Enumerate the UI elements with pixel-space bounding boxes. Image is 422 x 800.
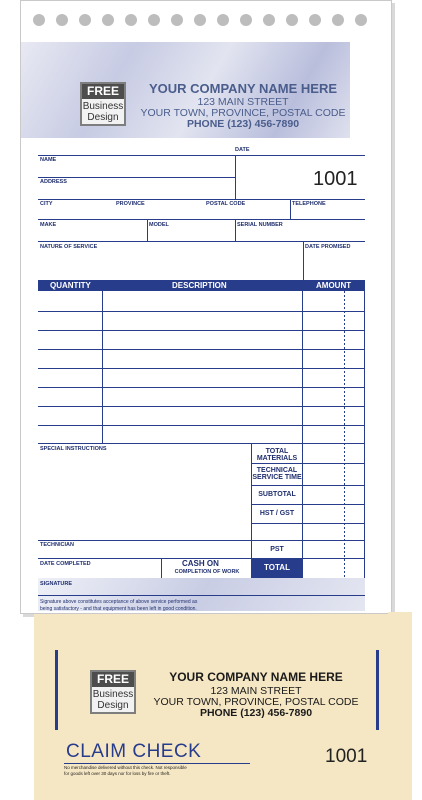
make-label: MAKE	[40, 222, 57, 228]
binding-hole	[79, 14, 91, 26]
disclaimer-line-1: Signature above constitutes acceptance of above service performed as	[40, 599, 198, 605]
form-number: 1001	[313, 168, 358, 190]
description-header: DESCRIPTION	[172, 281, 227, 290]
pst-label: PST	[270, 546, 284, 553]
rule	[38, 219, 365, 220]
table-row-rule	[38, 349, 365, 350]
binding-hole	[309, 14, 321, 26]
rule	[364, 280, 365, 578]
binding-hole	[171, 14, 183, 26]
subtotal-label: SUBTOTAL	[258, 491, 296, 498]
binding-hole	[33, 14, 45, 26]
table-row-rule	[38, 443, 365, 444]
logo-line-2: Design	[97, 700, 129, 711]
binding-hole	[148, 14, 160, 26]
table-row-rule	[38, 387, 365, 388]
amount-header: AMOUNT	[316, 281, 352, 290]
binding-hole	[263, 14, 275, 26]
stub-company-logo	[90, 670, 136, 714]
total-materials-label: TOTAL MATERIALS	[256, 448, 298, 462]
technical-service-time-label: TECHNICAL SERVICE TIME	[252, 467, 302, 481]
logo-free-label: FREE	[82, 84, 124, 99]
address-label: ADDRESS	[40, 179, 67, 185]
table-row-rule	[38, 330, 365, 331]
hst-gst-label: HST / GST	[259, 510, 295, 517]
binding-hole	[240, 14, 252, 26]
rule	[64, 763, 250, 764]
name-label: NAME	[40, 157, 57, 163]
cents-divider	[344, 291, 345, 578]
date-label: DATE	[235, 147, 250, 153]
stub-company-phone: PHONE (123) 456-7890	[199, 707, 313, 719]
binding-hole	[286, 14, 298, 26]
rule	[251, 485, 365, 486]
rule	[251, 504, 365, 505]
stub-fine-line-2: for goods left over 30 days nor for loss by fire or theft.	[64, 771, 171, 776]
binding-hole	[56, 14, 68, 26]
rule	[38, 199, 365, 200]
binding-holes	[21, 1, 391, 41]
technician-label: TECHNICIAN	[40, 542, 74, 548]
rule	[38, 177, 235, 178]
stub-bar-left	[55, 650, 58, 730]
rule	[290, 199, 291, 219]
completion-of-work-label: COMPLETION OF WORK	[174, 569, 240, 575]
logo-line-1: Business	[82, 101, 124, 112]
rule	[302, 291, 303, 578]
quantity-header: QUANTITY	[50, 281, 91, 290]
serial-number-label: SERIAL NUMBER	[237, 222, 283, 228]
binding-hole	[217, 14, 229, 26]
stub-company-town: YOUR TOWN, PROVINCE, POSTAL CODE	[153, 696, 359, 708]
table-row-rule	[38, 425, 365, 426]
logo-line-2: Design	[87, 112, 119, 123]
rule	[102, 291, 103, 443]
rule	[235, 155, 236, 199]
postal-code-label: POSTAL CODE	[206, 201, 246, 207]
stub-fine-line-1: No merchandise delivered without this check. Not responsible	[64, 765, 187, 770]
stub-company-street: 123 MAIN STREET	[210, 685, 302, 697]
cash-on-label: CASH ON	[182, 559, 219, 568]
date-promised-label: DATE PROMISED	[305, 244, 351, 250]
rule	[235, 219, 236, 241]
disclaimer-line-2: being satisfactory - and that equipment has been left in good condition.	[40, 606, 197, 612]
rule	[38, 540, 365, 541]
special-instructions-label: SPECIAL INSTRUCTIONS	[40, 446, 107, 452]
company-name: YOUR COMPANY NAME HERE	[148, 81, 338, 96]
nature-of-service-label: NATURE OF SERVICE	[40, 244, 98, 250]
logo-line-1: Business	[92, 689, 134, 700]
company-logo	[80, 82, 126, 126]
rule	[147, 219, 148, 241]
signature-label: SIGNATURE	[40, 581, 72, 587]
stub-company-name: YOUR COMPANY NAME HERE	[169, 670, 343, 684]
rule	[303, 241, 304, 280]
binding-hole	[102, 14, 114, 26]
table-row-rule	[38, 406, 365, 407]
telephone-label: TELEPHONE	[292, 201, 326, 207]
binding-hole	[355, 14, 367, 26]
table-row-rule	[38, 368, 365, 369]
binding-hole	[332, 14, 344, 26]
company-town: YOUR TOWN, PROVINCE, POSTAL CODE	[140, 107, 346, 119]
rule	[161, 558, 162, 578]
binding-hole	[194, 14, 206, 26]
rule	[251, 463, 365, 464]
rule	[251, 523, 365, 524]
city-label: CITY	[40, 201, 53, 207]
company-phone: PHONE (123) 456-7890	[186, 118, 300, 130]
rule	[38, 241, 365, 242]
rule	[38, 155, 365, 156]
total-label: TOTAL	[252, 558, 302, 578]
stub-number: 1001	[325, 746, 368, 767]
model-label: MODEL	[149, 222, 169, 228]
company-street: 123 MAIN STREET	[197, 96, 289, 108]
claim-check-title: CLAIM CHECK	[66, 741, 202, 762]
province-label: PROVINCE	[116, 201, 145, 207]
table-row-rule	[38, 311, 365, 312]
stub-bar-right	[376, 650, 379, 730]
binding-hole	[125, 14, 137, 26]
logo-free-label: FREE	[92, 672, 134, 687]
date-completed-label: DATE COMPLETED	[40, 561, 91, 567]
rule	[38, 595, 365, 596]
